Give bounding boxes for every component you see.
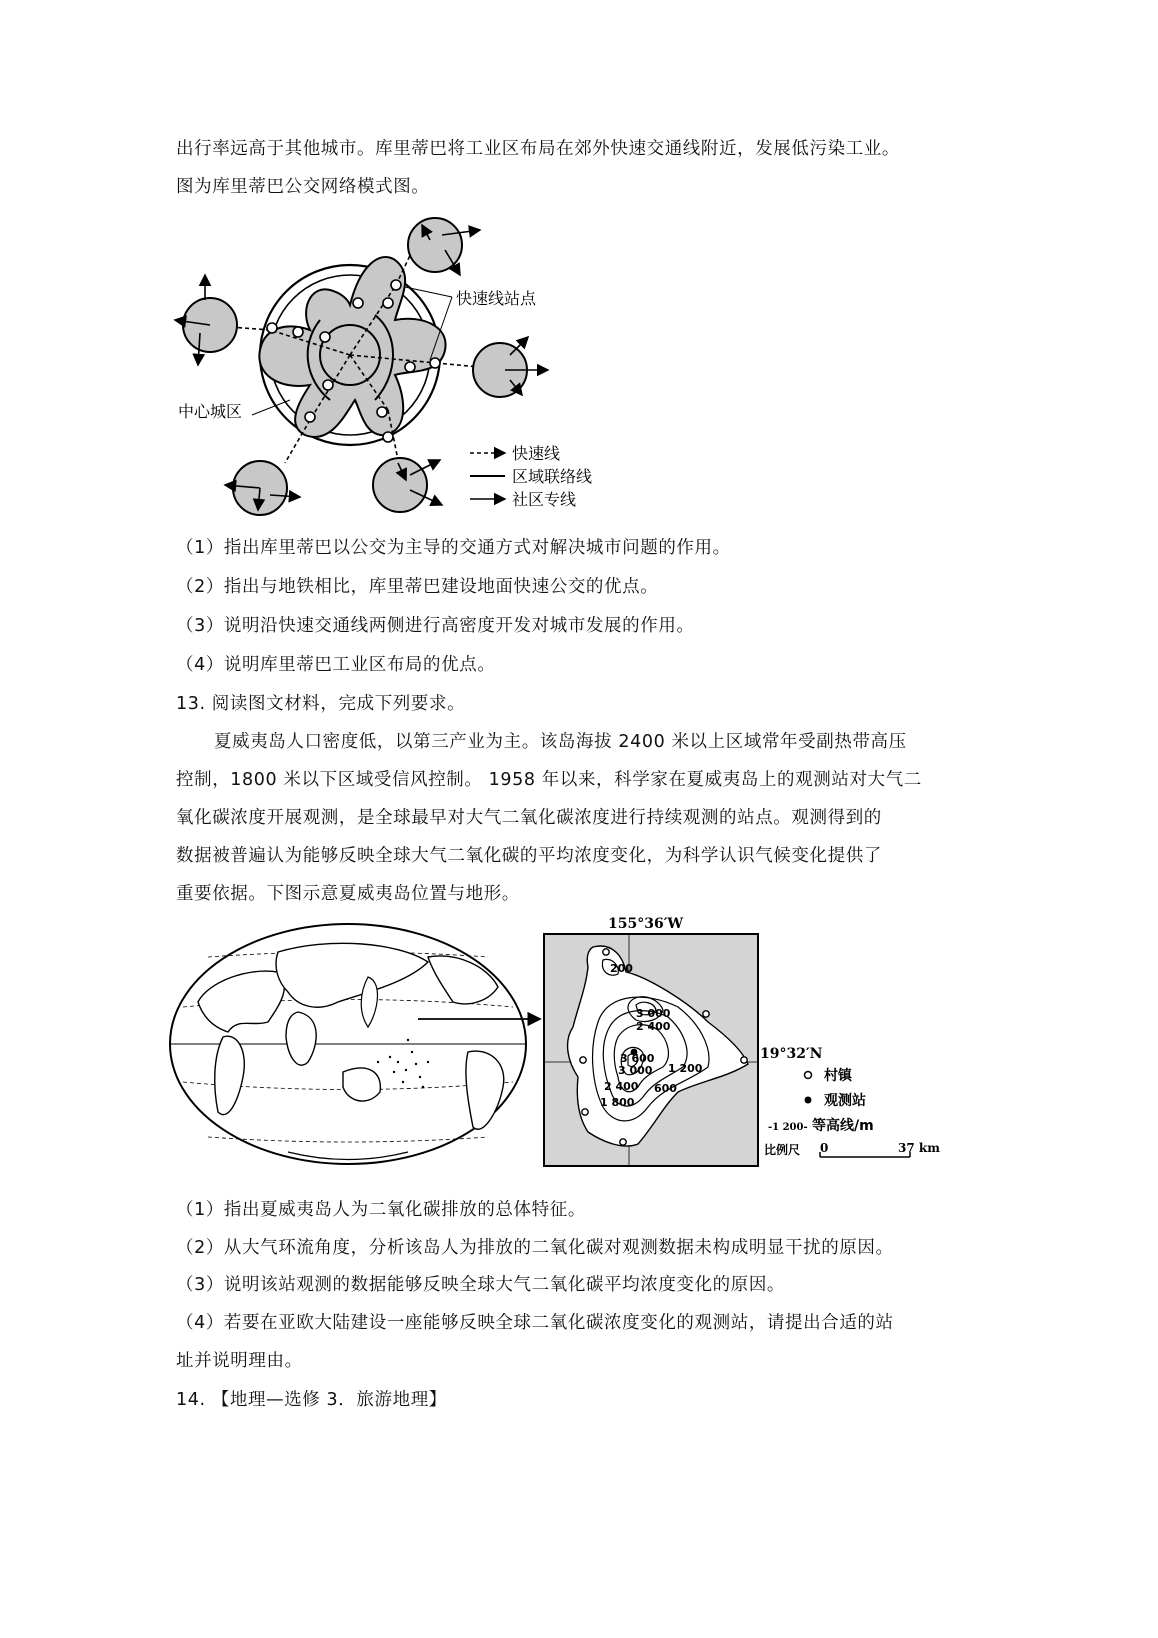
legend <box>470 444 592 509</box>
question-title: 14. 【地理—选修 3．旅游地理】 <box>176 1390 447 1410</box>
contour-label: 2 400 <box>636 1020 671 1033</box>
question: （3）说明该站观测的数据能够反映全球大气二氧化碳平均浓度变化的原因。 <box>176 1275 786 1295</box>
legend-station: 观测站 <box>824 1093 866 1109</box>
legend-contour: 等高线/m <box>812 1118 874 1134</box>
contour-label: 3 600 <box>620 1052 655 1065</box>
paragraph-line: 氧化碳浓度开展观测，是全球最早对大气二氧化碳浓度进行持续观测的站点。观测得到的 <box>176 808 882 828</box>
question: （1）指出库里蒂巴以公交为主导的交通方式对解决城市问题的作用。 <box>176 538 731 558</box>
paragraph-line: 夏威夷岛人口密度低，以第三产业为主。该岛海拔 2400 米以上区域常年受副热带高压 <box>214 732 907 752</box>
question: 址并说明理由。 <box>176 1351 303 1371</box>
contour-label: 3 000 <box>618 1064 653 1077</box>
question: （1）指出夏威夷岛人为二氧化碳排放的总体特征。 <box>176 1200 586 1220</box>
contour-label: 2 400 <box>604 1080 639 1093</box>
question: （2）从大气环流角度，分析该岛人为排放的二氧化碳对观测数据未构成明显干扰的原因。 <box>176 1238 894 1258</box>
question: （4）说明库里蒂巴工业区布局的优点。 <box>176 655 496 675</box>
contour-label: 1 800 <box>600 1096 635 1109</box>
question-title: 13. 阅读图文材料，完成下列要求。 <box>176 694 466 714</box>
paragraph-line: 重要依据。下图示意夏威夷岛位置与地形。 <box>176 884 520 904</box>
contour-label: 200 <box>610 962 633 975</box>
paragraph-line: 数据被普遍认为能够反映全球大气二氧化碳的平均浓度变化，为科学认识气候变化提供了 <box>176 846 882 866</box>
center-city-label: 中心城区 <box>178 402 243 421</box>
text-line: 图为库里蒂巴公交网络模式图。 <box>176 177 430 197</box>
legend-contour-sample: -1 200- <box>768 1122 808 1133</box>
station-label: 快速线站点 <box>456 289 537 308</box>
legend-village: 村镇 <box>824 1068 852 1084</box>
legend-express: 快速线 <box>512 444 561 463</box>
question: （2）指出与地铁相比，库里蒂巴建设地面快速公交的优点。 <box>176 577 659 597</box>
legend-regional: 区域联络线 <box>512 467 593 486</box>
paragraph-line: 控制，1800 米以下区域受信风控制。 1958 年以来，科学家在夏威夷岛上的观测站对大气二 <box>176 770 922 790</box>
bus-network-figure <box>160 205 620 525</box>
world-map <box>170 924 540 1164</box>
contour-label: 1 200 <box>668 1062 703 1075</box>
text-line: 出行率远高于其他城市。库里蒂巴将工业区布局在郊外快速交通线附近，发展低污染工业。 <box>176 139 900 159</box>
scale-distance: 37 km <box>898 1141 940 1155</box>
map-legend <box>764 1067 940 1157</box>
contour-label: 3 000 <box>636 1007 671 1020</box>
contour-label: 600 <box>654 1082 677 1095</box>
scale-zero: 0 <box>820 1141 829 1155</box>
legend-community: 社区专线 <box>512 490 577 509</box>
hawaii-figure <box>168 912 948 1182</box>
question: （3）说明沿快速交通线两侧进行高密度开发对城市发展的作用。 <box>176 616 695 636</box>
longitude-label: 155°36′W <box>608 916 684 932</box>
question: （4）若要在亚欧大陆建设一座能够反映全球二氧化碳浓度变化的观测站，请提出合适的站 <box>176 1313 894 1333</box>
latitude-label: 19°32′N <box>760 1046 823 1062</box>
scale-label: 比例尺 <box>764 1143 801 1157</box>
